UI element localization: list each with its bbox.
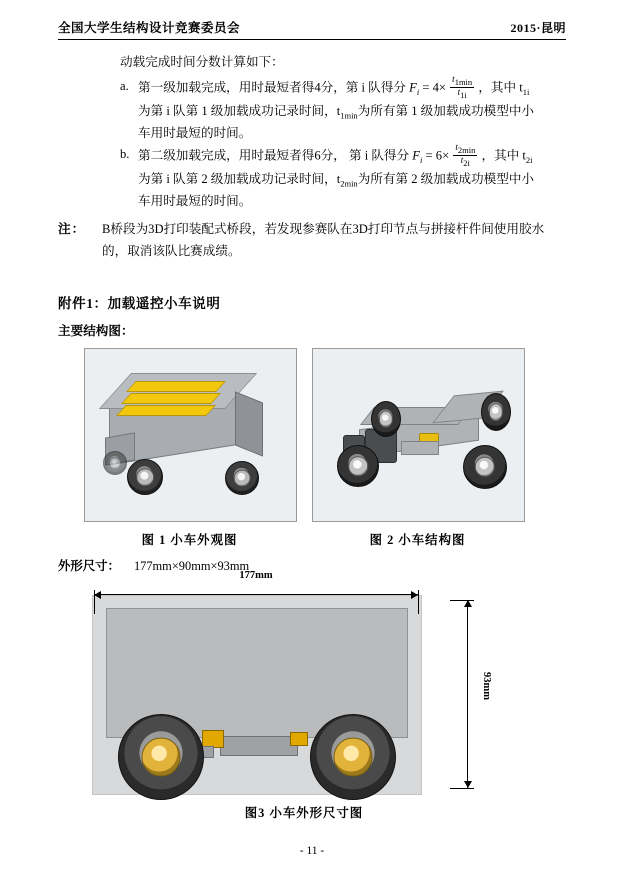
- list-item-text-post-sub: 1i: [522, 86, 530, 97]
- page-footer: - 11 -: [299, 845, 325, 857]
- figure-1-image: [84, 348, 297, 522]
- truck-yellow-strip: [116, 405, 216, 416]
- truck-rear-wheel: [127, 459, 163, 495]
- list-item-line-1: [138, 144, 566, 169]
- car-rear-wheel: [118, 714, 204, 800]
- formula-variable-sub: i: [419, 155, 423, 166]
- overall-size-label: 外形尺寸：: [58, 559, 120, 573]
- yellow-bracket-right: [290, 732, 308, 746]
- wheel-rim: [489, 403, 503, 421]
- chassis-front-wheel-right: [481, 393, 511, 431]
- appendix-title: 附件1：加载遥控小车说明: [58, 296, 221, 311]
- formula-variable-sub: i: [416, 86, 420, 97]
- page-header: [58, 18, 566, 40]
- figure-3-image: [84, 570, 494, 796]
- wheel-hub: [334, 738, 373, 777]
- overall-size-value: 177mm×90mm×93mm: [133, 559, 250, 573]
- height-dimension-arrow: [467, 600, 468, 788]
- car-front-wheel: [310, 714, 396, 800]
- list-item-text-post: ，其中 t: [481, 148, 526, 163]
- list-item-label: a.: [120, 78, 129, 93]
- truck-rear-wheel-far: [103, 451, 127, 475]
- fraction-denominator: t2i: [460, 155, 470, 169]
- figure-2-image: [312, 348, 525, 522]
- note-block: [58, 219, 566, 262]
- underbody-plate: [220, 736, 298, 756]
- note-line-1: B桥段为3D打印装配式桥段，若发现参赛队在3D打印节点与拼接杆件间使用胶水: [102, 222, 545, 237]
- fraction-numerator: t1min: [452, 73, 473, 87]
- list-item-body: [138, 73, 566, 145]
- truck-front-wheel: [225, 461, 259, 495]
- structure-subtitle: 主要结构图：: [58, 324, 134, 338]
- line2-post: 为所有第 1 级加载成功模型中小: [357, 103, 534, 118]
- formula-fraction: [450, 75, 474, 100]
- chassis-front-wheel-left: [463, 445, 507, 489]
- list-item: [120, 144, 566, 213]
- chassis-rear-wheel-right: [371, 401, 401, 437]
- formula-fraction: [453, 143, 477, 168]
- truck-side-panel: [235, 391, 263, 456]
- chassis-rear-wheel-left: [337, 445, 379, 487]
- list-item-text: 第一级加载完成，用时最短者得4分，第 i 队得分: [138, 80, 406, 95]
- list-item-line-3: 车用时最短的时间。: [138, 125, 252, 140]
- list-item-line-2: [138, 101, 566, 123]
- width-dimension-label: 177mm: [239, 570, 273, 581]
- wheel-rim: [379, 411, 393, 428]
- list-item-text: 第二级加载完成，用时最短者得6分， 第 i 队得分: [138, 148, 410, 163]
- line2-text: 为第 i 队第 2 级加载成功记录时间，t: [138, 172, 341, 187]
- wheel-rim: [109, 457, 121, 469]
- wheel-rim: [234, 470, 251, 487]
- line2-sub: 1min: [340, 110, 358, 121]
- list-item-line-2: [138, 169, 566, 191]
- list-item-label: b.: [120, 147, 130, 162]
- note-label: 注：: [58, 222, 86, 237]
- formula-operator: = 4×: [422, 80, 447, 95]
- chassis-crossbar: [401, 441, 439, 455]
- line2-text: 为第 i 队第 1 级加载成功记录时间，t: [138, 103, 341, 118]
- formula-operator: = 6×: [425, 148, 450, 163]
- dimension-tick-right: [418, 590, 419, 614]
- figure-2-caption: 图 2 小车结构图: [369, 533, 466, 547]
- figure-1-caption: 图 1 小车外观图: [141, 533, 238, 547]
- formula-variable: F: [409, 80, 417, 95]
- list-item-text-post: ，其中 t: [478, 80, 523, 95]
- truck-yellow-strip: [121, 393, 221, 404]
- intro-paragraph: 动载完成时间分数计算如下：: [120, 55, 284, 69]
- fraction-numerator: t2min: [455, 142, 476, 156]
- list-item: [120, 73, 566, 145]
- list-item-line-3: 车用时最短的时间。: [138, 194, 252, 209]
- truck-yellow-strip: [126, 381, 226, 392]
- list-item-body: [138, 144, 566, 213]
- list-item-text-post-sub: 2i: [525, 155, 533, 166]
- figure-3-caption: 图3 小车外形尺寸图: [244, 806, 364, 820]
- wheel-rim: [348, 456, 368, 476]
- body-text: [58, 52, 566, 262]
- formula-variable: F: [412, 148, 420, 163]
- note-line-2: 的，取消该队比赛成绩。: [102, 243, 241, 258]
- list-item-line-1: [138, 73, 566, 101]
- header-edition: 2015·昆明: [510, 21, 566, 35]
- line2-sub: 2min: [340, 178, 358, 189]
- width-dimension-arrow: [94, 594, 418, 595]
- header-organization: 全国大学生结构设计竞赛委员会: [58, 21, 241, 35]
- dimension-tick-bottom: [450, 788, 474, 789]
- wheel-hub: [142, 738, 181, 777]
- line2-post: 为所有第 2 级加载成功模型中小: [357, 172, 534, 187]
- note-body: [102, 219, 566, 262]
- wheel-rim: [475, 457, 495, 477]
- height-dimension-label: 93mm: [481, 672, 492, 700]
- fraction-denominator: t1i: [457, 86, 467, 100]
- wheel-rim: [136, 468, 154, 486]
